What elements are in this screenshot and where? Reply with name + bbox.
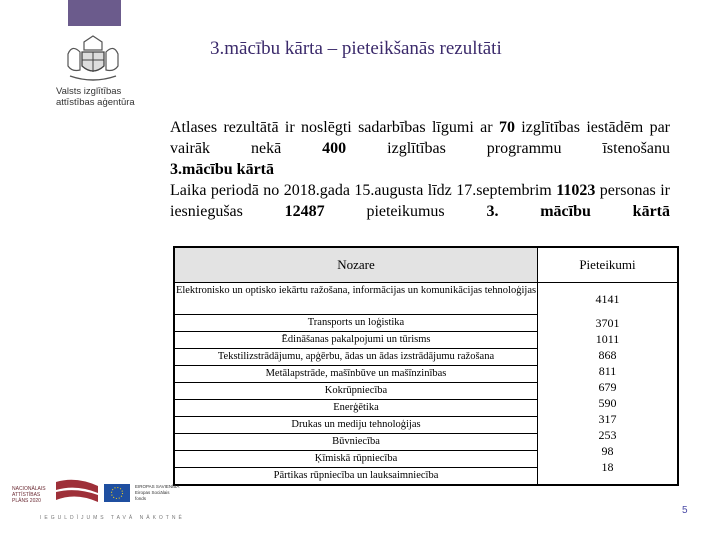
page-number: 5 — [682, 505, 688, 516]
slide-title: 3.mācību kārta – pieteikšanās rezultāti — [210, 38, 502, 59]
paragraph-contracts: Atlases rezultātā ir noslēgti sadarbības līgumi ar 70 izglītības iestādēm par vairāk nekā 400 izglītības programmu īstenošanu — [170, 119, 670, 157]
eu-line1: EIROPAS SAVIENĪBA — [135, 484, 180, 489]
applications-column — [538, 283, 677, 484]
footer-tagline: IEGULDĪJUMS TAVĀ NĀKOTNĒ — [40, 515, 185, 521]
table-row-value: 1011 — [595, 332, 620, 346]
table-row-name: Elektronisko un optisko iekārtu ražošana, informācijas un komunikācijas tehnoloģijas — [175, 283, 537, 315]
sector-column — [175, 283, 538, 484]
footer-logos — [8, 478, 208, 518]
table-row-name: Būvniecība — [175, 434, 537, 451]
table-row-name: Tekstilizstrādājumu, apģērbu, ādas un ādas izstrādājumu ražošana — [175, 349, 537, 366]
agency-name: Valsts izglītības attīstības aģentūra — [56, 86, 135, 108]
natl-line1: NACIONĀLAIS — [12, 486, 46, 492]
eu-logo — [104, 483, 179, 502]
eu-line3: fonds — [135, 496, 147, 501]
table-row-name: Enerģētika — [175, 400, 537, 417]
eu-flag-icon — [104, 484, 130, 502]
natl-line2: ATTĪSTĪBAS — [12, 492, 41, 498]
national-plan-logo — [12, 480, 98, 504]
table-row-value: 317 — [598, 412, 617, 426]
body-text — [170, 117, 670, 222]
table-row-value: 868 — [598, 348, 617, 362]
top-accent-bar — [68, 0, 121, 26]
table-row-name: Transports un loģistika — [175, 315, 537, 332]
table-row-name: Ķīmiskā rūpniecība — [175, 451, 537, 468]
table-row-value: 811 — [598, 364, 617, 378]
table-row-value: 98 — [601, 444, 614, 458]
eu-line2: Eiropas Sociālais — [135, 490, 170, 495]
table-row-value: 18 — [601, 460, 614, 474]
table-row-value: 253 — [598, 428, 617, 442]
table-row-value: 4141 — [595, 292, 620, 306]
header-sector: Nozare — [337, 257, 375, 272]
table-row-value: 679 — [598, 380, 617, 394]
paragraph-applications: Laika periodā no 2018.gada 15.augusta līdz 17.septembrim 11023 personas ir iesniegušas 12487 pieteikumus 3. mācību kārtā — [170, 182, 670, 220]
table-row-value: 3701 — [595, 316, 620, 330]
header-applications: Pieteikumi — [579, 257, 636, 272]
table-row-name: Ēdināšanas pakalpojumi un tūrisms — [175, 332, 537, 349]
applications-table — [173, 246, 679, 486]
coat-of-arms-icon — [62, 32, 124, 84]
natl-line3: PLĀNS 2020 — [12, 498, 41, 504]
table-header — [175, 248, 677, 283]
table-row-value: 590 — [598, 396, 617, 410]
table-row-name: Kokrūpniecība — [175, 383, 537, 400]
paragraph-contracts-round: 3.mācību kārtā — [170, 161, 274, 178]
table-row-name: Metālapstrāde, mašīnbūve un mašīnzinības — [175, 366, 537, 383]
table-row-name: Drukas un mediju tehnoloģijas — [175, 417, 537, 434]
table-row-name: Pārtikas rūpniecība un lauksaimniecība — [273, 470, 439, 481]
